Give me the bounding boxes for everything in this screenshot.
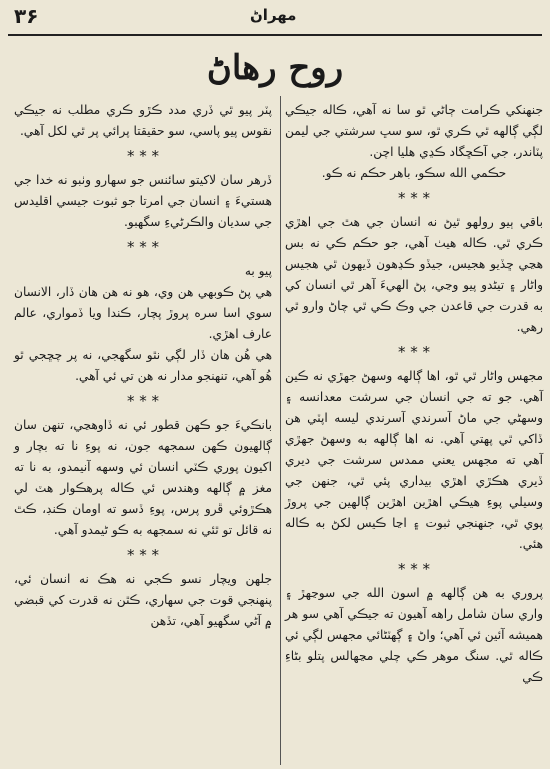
page-number: ۳۶ xyxy=(14,4,39,28)
section-separator: * * * xyxy=(126,546,160,564)
section-separator: * * * xyxy=(126,392,160,410)
section-separator: * * * xyxy=(397,560,431,578)
left-column xyxy=(10,100,276,632)
paragraph: هي هُن هان ڏار لڳي نٿو سگهجي، نه پر چڇجي ٿو هُو آهي، تنهنجو مدار نه هن تي ئي آهي. xyxy=(14,348,272,383)
paragraph: پٽر پيو ٿي ڏري مدد ڪڙو ڪري مطلب نه جيڪي نقوس پيو پاسي، سو حقيقتا پرائي پر ٿي لکل آهي. xyxy=(14,103,272,138)
page-header xyxy=(0,0,550,34)
section-separator: * * * xyxy=(397,343,431,361)
header-rule xyxy=(8,34,542,36)
paragraph: پيو به xyxy=(244,264,272,278)
section-separator: * * * xyxy=(126,147,160,165)
right-column xyxy=(281,100,547,688)
article-title: روح رهاڻ xyxy=(206,48,344,88)
paragraph: هي پڻ ڪوبهي هن وي، هو نه هن هان ڏار، الانسان سوي اسا سره پروڙ پچار، ڪندا ويا ڏمواري، عالم عارف اهڙي. xyxy=(14,285,272,341)
paragraph: ڏرهر سان لاکيتو سائنس جو سهارو وٺبو نه خدا جي هستيءَ ۽ انسان جي امرتا جو ثبوت جيسي اقليدس جي سديان والڪرڻيءِ سگهبو. xyxy=(14,173,272,229)
section-separator: * * * xyxy=(397,189,431,207)
paragraph: باقي ٻيو رولھو ٿيڻ نه انسان جي هٿ جي اهڙي ڪري ٿي. ڪاله هيٺ آهي، جو حڪم ڪي نه بس هڃي ڇڏيو هجيس، جيڏو ڪڍهون ڏيهون ٿي هجيس واڻار ۽ تيڻدو پيو وڃي، پڻ الهيءَ آهر ٿي انسان کي به قدرت جي قاعدن جي وڪ ڪي ٿي چاڻ وارو ٿي رهي. xyxy=(285,215,543,334)
running-head: مهراڻ xyxy=(250,6,297,24)
paragraph: بانڪيءَ جو ڪهن قطور ئي نه ڏاوهڃي، تنهن سان ڳالهيون ڪهن سمجهه جون، نه پوءِ نا ته بچار و اکيون پوري ڪٽي انسان ئي وسهه آنيمدو، به نا ته مغز ۾ ڳالهه وهندس ئي ڪاله پرهڪوار هٽ لي هڪڙوئي ڦرو پرس، پوءِ ڏسو ته اومان ڪنڊ، ڪٿ نه قائل تو ٿئي نه سمجهه به ڪو ڻيمدو آهي. xyxy=(14,418,272,537)
paragraph: حڪمي الله سڪو، باهر حڪم نه ڪو. xyxy=(321,166,507,180)
paragraph: مجهس واڻار ٿي ٿو، اها ڳالهه وسهڻ جهڙي نه ڪين آهي. جو ته جي انسان جي سرشت معدانسه ۽ وسهڻي جي ماڻ آسرندي آسرندي ليسه اپٽي هن ڏاکي ٿي پهتي آهي. نه اها ڳالهه به وسهڻ جهڙي آهي ته مجهس يعني ممدس سرشت جي ديري ڏيري هڪڙي اهڙي بيداري پئي ٿي، جنهن جي وسيلي پوءِ هيڪي اهڙين اهڙين ڳالهين جي پروڙ پوي ٿي، جنهنجي ثبوت ۽ اڃا ڪيس لکڻ به ڪاله هئي. xyxy=(285,369,543,551)
paragraph: جنهنکي ڪرامت ڄاڻي ٿو سا نه آهي، ڪاله جيڪي لڳي ڳالهه ٿي ڪري ٿو، سو سڀ سرشتي جي ليمن پٽاندر، جي آڪڇگاد ڪڍي هليا اچن. xyxy=(285,103,543,159)
paragraph: پروري به هن ڳالهه ۾ اسون الله جي سوڃهڙ ۽ واري سان شامل راهه آهيون ته جيڪي آهي سو هر هميشه آئين ئي آهي؛ واڻ ۽ ڳهٽڻائي مجهس لڳي ئي ڪاله ٿي. سنگ موهر ڪي چلي مڃهالس پتلو بڻاءِ ڪي xyxy=(285,586,543,684)
section-separator: * * * xyxy=(126,238,160,256)
paragraph: جلهن ويچار نسو ڪجي نه هڪ نه انسان ئي، پنهنجي قوت جي سهاري، ڪٿن نه قدرت کي قبضي ۾ آڻي سگهيو آهي، تڏهن xyxy=(14,572,272,628)
